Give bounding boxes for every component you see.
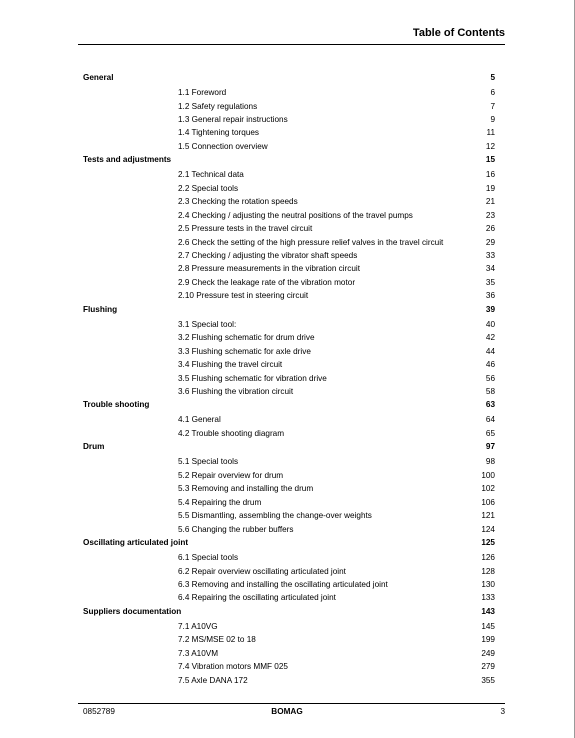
toc-page-number: 125 <box>481 538 495 547</box>
toc-section-row[interactable] <box>83 223 495 235</box>
toc-section-title: 7.1 A10VG <box>178 621 218 631</box>
toc-page-number: 29 <box>485 237 495 247</box>
toc-chapter-row[interactable] <box>83 537 495 549</box>
toc-page-number: 249 <box>481 648 495 658</box>
toc-section-row[interactable] <box>83 169 495 181</box>
toc-page-number: 126 <box>481 553 495 562</box>
toc-section-title: 5.5 Dismantling, assembling the change-over weights <box>178 511 372 521</box>
toc-page-number: 124 <box>481 524 495 534</box>
toc-page-number: 33 <box>485 250 495 260</box>
toc-chapter-title: Drum <box>83 442 105 452</box>
toc-section-title: 4.1 General <box>178 415 221 425</box>
toc-section-row[interactable] <box>83 127 495 139</box>
toc-page-number: 35 <box>485 277 495 287</box>
toc-section-title: 7.2 MS/MSE 02 to 18 <box>178 635 256 645</box>
toc-section-title: 1.5 Connection overview <box>178 141 268 151</box>
toc-section-title: 2.5 Pressure tests in the travel circuit <box>178 224 313 233</box>
toc-section-title: 4.2 Trouble shooting diagram <box>178 428 285 438</box>
toc-section-row[interactable] <box>83 386 495 398</box>
toc-section-title: 2.9 Check the leakage rate of the vibration motor <box>178 277 356 287</box>
toc-page-number: 130 <box>481 579 495 589</box>
toc-section-row[interactable] <box>83 661 495 673</box>
toc-section-title: 3.2 Flushing schematic for drum drive <box>178 333 315 343</box>
toc-section-row[interactable] <box>83 277 495 289</box>
toc-section-title: 1.3 General repair instructions <box>178 114 288 124</box>
toc-section-title: 2.3 Checking the rotation speeds <box>178 197 298 207</box>
toc-page-number: 121 <box>481 511 495 521</box>
page-number: 3 <box>500 707 505 716</box>
toc-section-row[interactable] <box>83 414 495 426</box>
toc-page-number: 279 <box>481 662 495 672</box>
footer-rule <box>78 703 505 704</box>
toc-page-number: 97 <box>485 442 495 452</box>
document-number: 0852789 <box>83 707 115 716</box>
toc-page-number: 58 <box>485 387 495 396</box>
toc-section-title: 3.5 Flushing schematic for vibration drive <box>178 373 327 383</box>
toc-section-row[interactable] <box>83 263 495 275</box>
toc-section-row[interactable] <box>83 634 495 646</box>
toc-section-row[interactable] <box>83 552 495 564</box>
toc-page-number: 15 <box>485 155 495 165</box>
toc-section-row[interactable] <box>83 428 495 440</box>
toc-section-row[interactable] <box>83 332 495 344</box>
toc-section-title: 5.6 Changing the rubber buffers <box>178 524 294 534</box>
toc-section-row[interactable] <box>83 87 495 99</box>
toc-section-row[interactable] <box>83 675 495 687</box>
toc-page-number: 46 <box>485 360 495 370</box>
toc-section-title: 6.1 Special tools <box>178 553 239 562</box>
toc-section-title: 5.4 Repairing the drum <box>178 497 262 507</box>
toc-section-row[interactable] <box>83 346 495 358</box>
toc-page-number: 145 <box>481 621 495 631</box>
toc-section-title: 3.1 Special tool: <box>178 319 237 329</box>
toc-section-title: 2.4 Checking / adjusting the neutral positions of the travel pumps <box>178 210 413 220</box>
toc-section-title: 3.6 Flushing the vibration circuit <box>178 387 294 396</box>
toc-chapter-row[interactable] <box>83 154 495 166</box>
toc-section-title: 6.4 Repairing the oscillating articulated joint <box>178 593 336 603</box>
toc-page-number: 23 <box>485 210 495 220</box>
header-rule <box>78 44 505 45</box>
toc-section-title: 6.3 Removing and installing the oscillating articulated joint <box>178 579 388 589</box>
toc-section-row[interactable] <box>83 290 495 302</box>
toc-chapter-row[interactable] <box>83 441 495 453</box>
toc-page-number: 65 <box>485 428 495 438</box>
toc-section-row[interactable] <box>83 456 495 468</box>
toc-section-row[interactable] <box>83 373 495 385</box>
toc-section-title: 5.3 Removing and installing the drum <box>178 484 314 494</box>
toc-page-number: 7 <box>490 101 495 111</box>
toc-section-row[interactable] <box>83 566 495 578</box>
toc-section-row[interactable] <box>83 141 495 153</box>
brand-label: BOMAG <box>271 707 303 716</box>
toc-section-title: 2.7 Checking / adjusting the vibrator shaft speeds <box>178 250 358 260</box>
toc-page-number: 64 <box>485 415 495 425</box>
toc-section-title: 2.6 Check the setting of the high pressure relief valves in the travel circuit <box>178 237 444 247</box>
toc-section-title: 7.3 A10VM <box>178 648 219 658</box>
toc-section-row[interactable] <box>83 183 495 195</box>
toc-section-title: 3.3 Flushing schematic for axle drive <box>178 346 311 356</box>
toc-section-row[interactable] <box>83 621 495 633</box>
toc-page-number: 16 <box>485 170 495 180</box>
toc-page-number: 5 <box>490 73 495 82</box>
toc-page-number: 133 <box>481 593 495 603</box>
toc-chapter-row[interactable] <box>83 304 495 316</box>
toc-page-number: 36 <box>485 291 495 301</box>
toc-section-row[interactable] <box>83 579 495 591</box>
toc-page-number: 44 <box>485 346 495 356</box>
toc-section-row[interactable] <box>83 470 495 482</box>
toc-page-number: 355 <box>481 675 495 685</box>
toc-section-row[interactable] <box>83 319 495 331</box>
toc-page-number: 102 <box>481 484 495 494</box>
toc-section-title: 2.8 Pressure measurements in the vibration circuit <box>178 264 361 274</box>
toc-section-title: 5.1 Special tools <box>178 457 239 467</box>
toc-page-number: 12 <box>485 141 495 151</box>
toc-section-title: 2.10 Pressure test in steering circuit <box>178 291 309 301</box>
toc-chapter-row[interactable] <box>83 72 495 84</box>
toc-page-number: 63 <box>485 400 495 410</box>
toc-chapter-row[interactable] <box>83 606 495 618</box>
toc-section-row[interactable] <box>83 592 495 604</box>
toc-chapter-title: Suppliers documentation <box>83 606 182 616</box>
toc-page-number: 6 <box>490 88 495 97</box>
toc-section-row[interactable] <box>83 483 495 495</box>
toc-chapter-title: Tests and adjustments <box>83 155 172 165</box>
toc-page-number: 100 <box>481 470 495 480</box>
toc-section-row[interactable] <box>83 196 495 208</box>
toc-chapter-title: Oscillating articulated joint <box>83 538 189 547</box>
toc-section-row[interactable] <box>83 210 495 222</box>
toc-page-number: 19 <box>485 183 495 193</box>
toc-section-title: 5.2 Repair overview for drum <box>178 470 284 480</box>
toc-section-title: 2.1 Technical data <box>178 170 244 180</box>
toc-section-row[interactable] <box>83 524 495 536</box>
toc-page-number: 11 <box>486 128 495 138</box>
toc-section-title: 6.2 Repair overview oscillating articulated joint <box>178 566 346 576</box>
toc-section-row[interactable] <box>83 648 495 660</box>
toc-section-row[interactable] <box>83 497 495 509</box>
toc-page-number: 42 <box>485 333 495 343</box>
toc-section-title: 1.2 Safety regulations <box>178 101 258 111</box>
toc-page-number: 98 <box>485 457 495 467</box>
toc-chapter-title: Flushing <box>83 304 118 314</box>
toc-page-number: 106 <box>481 497 495 507</box>
toc-chapter-title: General <box>83 73 114 82</box>
toc-section-title: 7.4 Vibration motors MMF 025 <box>178 662 288 672</box>
toc-page-number: 143 <box>481 606 495 616</box>
toc-page-number: 56 <box>485 373 495 383</box>
toc-section-title: 3.4 Flushing the travel circuit <box>178 360 283 370</box>
toc-page-number: 39 <box>485 304 495 314</box>
toc-section-title: 1.1 Foreword <box>178 88 227 97</box>
toc-section-title: 2.2 Special tools <box>178 183 239 193</box>
toc-page-number: 21 <box>485 197 495 207</box>
toc-section-row[interactable] <box>83 359 495 371</box>
toc-section-title: 7.5 Axle DANA 172 <box>178 675 248 685</box>
toc-section-row[interactable] <box>83 114 495 126</box>
toc-page-number: 9 <box>490 114 495 124</box>
toc-page-number: 26 <box>485 224 495 233</box>
toc-page-number: 128 <box>481 566 495 576</box>
toc-section-row[interactable] <box>83 237 495 249</box>
toc-section-title: 1.4 Tightening torques <box>178 128 260 138</box>
toc-chapter-row[interactable] <box>83 399 495 411</box>
toc-section-row[interactable] <box>83 250 495 262</box>
toc-page-number: 199 <box>481 635 495 645</box>
page-title: Table of Contents <box>412 27 505 39</box>
toc-section-row[interactable] <box>83 101 495 113</box>
toc-section-row[interactable] <box>83 510 495 522</box>
toc-page-number: 34 <box>485 264 495 274</box>
toc-chapter-title: Trouble shooting <box>83 400 150 410</box>
toc-page-number: 40 <box>485 319 495 329</box>
